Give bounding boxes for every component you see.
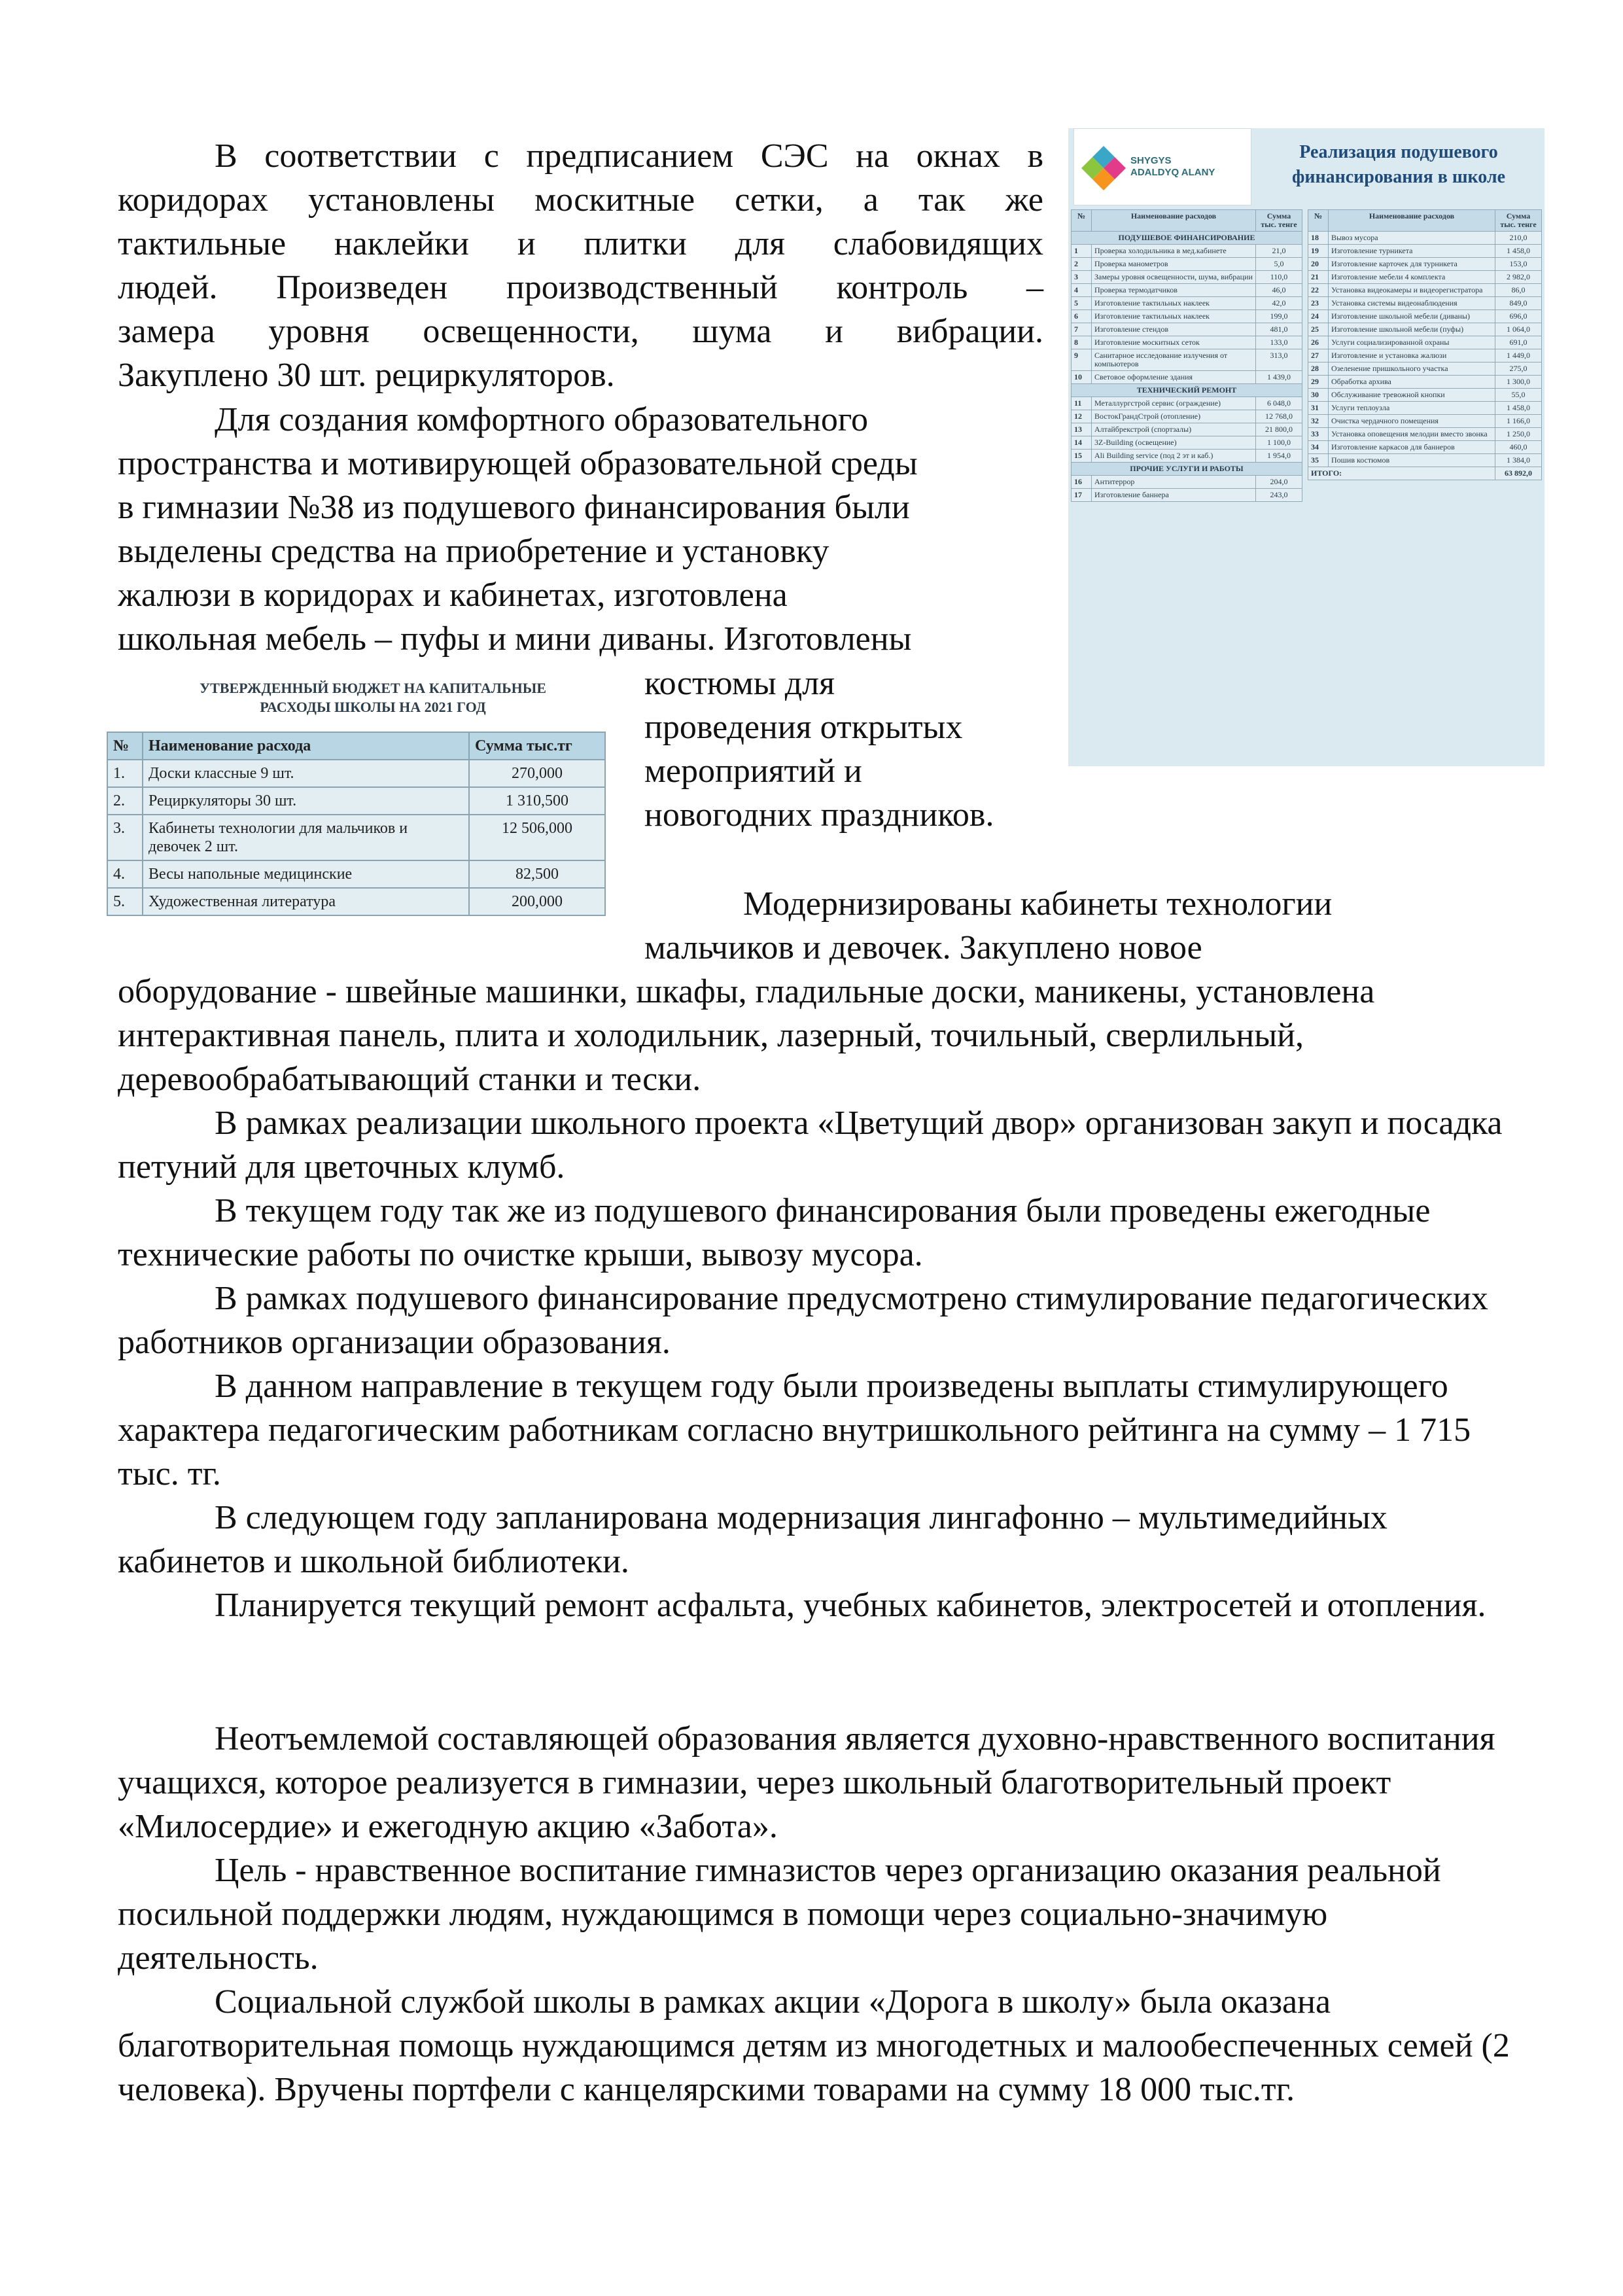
- text-line: В соответствии с предписанием СЭС на окнах в: [215, 137, 1043, 175]
- expense-name: Санитарное исследование излучения от компьютеров: [1092, 349, 1256, 371]
- expense-name: Услуги теплоузла: [1329, 402, 1495, 415]
- expense-sum: 313,0: [1256, 349, 1302, 371]
- text-line: мальчиков и девочек. Закуплено новое: [644, 929, 1202, 966]
- paragraph-costumes: [644, 662, 1063, 837]
- body-paragraphs-charity: [118, 1717, 1511, 2111]
- row-number: 7: [1072, 323, 1092, 336]
- row-number: 25: [1308, 323, 1329, 336]
- logo-text: SHYGYS ADALDYQ ALANY: [1130, 155, 1215, 178]
- row-number: 2.: [107, 787, 143, 815]
- paragraph-ses: [118, 134, 1043, 397]
- expense-sum: 1 439,0: [1256, 371, 1302, 384]
- expense-sum: 1 310,500: [469, 787, 605, 815]
- text-line: пространства и мотивирующей образовательной среды: [118, 445, 918, 482]
- row-number: 13: [1072, 423, 1092, 436]
- expense-sum: 210,0: [1495, 232, 1542, 245]
- column-header: Сумма тыс. тенге: [1495, 210, 1542, 232]
- expense-name: Изготовление баннера: [1092, 489, 1256, 502]
- expense-name: Металлургстрой сервис (ограждение): [1092, 397, 1256, 410]
- row-number: 34: [1308, 441, 1329, 454]
- row-number: 17: [1072, 489, 1092, 502]
- expense-name: Изготовление турникета: [1329, 245, 1495, 258]
- table-row: [1072, 336, 1302, 349]
- expense-sum: 86,0: [1495, 284, 1542, 297]
- total-value: 63 892,0: [1495, 467, 1542, 480]
- row-number: 19: [1308, 245, 1329, 258]
- expense-sum: 243,0: [1256, 489, 1302, 502]
- expense-sum: 270,000: [469, 760, 605, 787]
- paragraph-technology-rooms-rest: [118, 970, 1505, 1101]
- expense-name: Ali Building service (под 2 эт и каб.): [1092, 450, 1256, 463]
- paragraph-technology-rooms-line2: [644, 926, 1495, 970]
- row-number: 16: [1072, 476, 1092, 489]
- table-row: [1308, 441, 1542, 454]
- table-row: [107, 888, 605, 915]
- expense-sum: 1 449,0: [1495, 349, 1542, 362]
- row-number: 1.: [107, 760, 143, 787]
- text-line: тактильные наклейки и плитки для слабовидящих: [118, 225, 1043, 262]
- expense-sum: 691,0: [1495, 336, 1542, 349]
- expense-sum: 1 384,0: [1495, 454, 1542, 467]
- text-line: Модернизированы кабинеты технологии: [743, 885, 1333, 923]
- expense-sum: 6 048,0: [1256, 397, 1302, 410]
- table-row: [1072, 476, 1302, 489]
- table-row: [1308, 271, 1542, 284]
- text-line: новогодних праздников.: [644, 796, 994, 834]
- row-number: 4.: [107, 860, 143, 888]
- table-row: [1072, 245, 1302, 258]
- expense-sum: 153,0: [1495, 258, 1542, 271]
- table-row: [1308, 245, 1542, 258]
- expense-name: Озеленение пришкольного участка: [1329, 362, 1495, 376]
- table-row: [1308, 297, 1542, 310]
- table-row: [1308, 402, 1542, 415]
- table-row: [1308, 310, 1542, 323]
- expense-sum: 200,000: [469, 888, 605, 915]
- expense-sum: 1 458,0: [1495, 245, 1542, 258]
- paragraph: В текущем году так же из подушевого финансирования были проведены ежегодные технические работы по очистке крыши, вывозу мусора.: [118, 1192, 1431, 1273]
- expense-sum: 696,0: [1495, 310, 1542, 323]
- expense-name: Изготовление карточек для турникета: [1329, 258, 1495, 271]
- table-row: [1308, 349, 1542, 362]
- expense-name: Доски классные 9 шт.: [143, 760, 469, 787]
- expense-sum: 849,0: [1495, 297, 1542, 310]
- text-line: жалюзи в коридорах и кабинетах, изготовлена: [118, 576, 788, 614]
- table-row: [1072, 436, 1302, 450]
- column-header: Наименование расхода: [143, 732, 469, 760]
- row-number: 1: [1072, 245, 1092, 258]
- total-label: ИТОГО:: [1308, 467, 1495, 480]
- expense-sum: 204,0: [1256, 476, 1302, 489]
- text-line: костюмы для: [644, 665, 835, 702]
- capital-budget-table: [107, 732, 606, 916]
- expense-name: Установка системы видеонаблюдения: [1329, 297, 1495, 310]
- paragraph: Цель - нравственное воспитание гимназистов через организацию оказания реальной посильной поддержки людям, нуждающимся в помощи через социально-значимую деятельность.: [118, 1852, 1441, 1977]
- expense-name: 3Z-Building (освещение): [1092, 436, 1256, 450]
- row-number: 8: [1072, 336, 1092, 349]
- expense-name: Весы напольные медицинские: [143, 860, 469, 888]
- row-number: 24: [1308, 310, 1329, 323]
- expense-sum: 82,500: [469, 860, 605, 888]
- financing-table-left: [1071, 209, 1302, 502]
- expense-sum: 275,0: [1495, 362, 1542, 376]
- row-number: 4: [1072, 284, 1092, 297]
- section-header: ПРОЧИЕ УСЛУГИ И РАБОТЫ: [1072, 463, 1302, 476]
- expense-name: Изготовление москитных сеток: [1092, 336, 1256, 349]
- table-row: [1072, 349, 1302, 371]
- expense-name: Изготовление школьной мебели (пуфы): [1329, 323, 1495, 336]
- table-row: [1308, 389, 1542, 402]
- column-header: №: [107, 732, 143, 760]
- row-number: 20: [1308, 258, 1329, 271]
- column-header: Сумма тыс. тенге: [1256, 210, 1302, 232]
- per-capita-financing-infographic: [1068, 128, 1544, 766]
- text-line: замера уровня освещенности, шума и вибрации.: [118, 313, 1043, 350]
- table-row: [1072, 297, 1302, 310]
- row-number: 33: [1308, 428, 1329, 441]
- expense-name: Замеры уровня освещенности, шума, вибрации: [1092, 271, 1256, 284]
- paragraph-technology-rooms-start: [743, 882, 1528, 926]
- column-header: №: [1072, 210, 1092, 232]
- expense-sum: 1 458,0: [1495, 402, 1542, 415]
- expense-name: Пошив костюмов: [1329, 454, 1495, 467]
- column-header: №: [1308, 210, 1329, 232]
- row-number: 2: [1072, 258, 1092, 271]
- logo-mark-icon: [1081, 141, 1126, 193]
- expense-sum: 133,0: [1256, 336, 1302, 349]
- paragraph: Планируется текущий ремонт асфальта, учебных кабинетов, электросетей и отопления.: [215, 1587, 1486, 1624]
- expense-name: Обработка архива: [1329, 376, 1495, 389]
- row-number: 30: [1308, 389, 1329, 402]
- table-row: [1308, 323, 1542, 336]
- table-row: [1308, 284, 1542, 297]
- row-number: 29: [1308, 376, 1329, 389]
- text-line: в гимназии №38 из подушевого финансирования были: [118, 489, 910, 526]
- table-row: [1072, 284, 1302, 297]
- expense-name: Изготовление и установка жалюзи: [1329, 349, 1495, 362]
- expense-sum: 460,0: [1495, 441, 1542, 454]
- text-line: проведения открытых: [644, 709, 963, 746]
- table-row: [1072, 384, 1302, 397]
- row-number: 18: [1308, 232, 1329, 245]
- paragraph: В данном направление в текущем году были произведены выплаты стимулирующего характера педагогическим работникам согласно внутришкольного рейтинга на сумму – 1 715 тыс. тг.: [118, 1368, 1471, 1492]
- table-row: [1072, 450, 1302, 463]
- text-line: школьная мебель – пуфы и мини диваны. Изготовлены: [118, 620, 912, 658]
- expense-name: Установка видеокамеры и видеорегистратора: [1329, 284, 1495, 297]
- row-number: 5.: [107, 888, 143, 915]
- row-number: 12: [1072, 410, 1092, 423]
- text-line: мероприятий и: [644, 752, 862, 790]
- table-row: [107, 815, 605, 860]
- expense-name: Кабинеты технологии для мальчиков и девочек 2 шт.: [143, 815, 469, 860]
- table-row: [1308, 362, 1542, 376]
- row-number: 14: [1072, 436, 1092, 450]
- table-row: [1072, 489, 1302, 502]
- expense-name: Антитеррор: [1092, 476, 1256, 489]
- paragraph: В рамках реализации школьного проекта «Цветущий двор» организован закуп и посадка петуний для цветочных клумб.: [118, 1104, 1503, 1186]
- table-row: [1072, 410, 1302, 423]
- paragraph: В следующем году запланирована модернизация лингафонно – мультимедийных кабинетов и школьной библиотеки.: [118, 1499, 1387, 1580]
- expense-name: Проверка термодатчиков: [1092, 284, 1256, 297]
- text-line: выделены средства на приобретение и установку: [118, 533, 829, 570]
- table-row: [107, 787, 605, 815]
- expense-sum: 12 506,000: [469, 815, 605, 860]
- table-row: [1072, 232, 1302, 245]
- expense-sum: 1 100,0: [1256, 436, 1302, 450]
- infographic-title: Реализация подушевого финансирования в школе: [1291, 142, 1506, 187]
- row-number: 3.: [107, 815, 143, 860]
- row-number: 11: [1072, 397, 1092, 410]
- table-row: [1072, 371, 1302, 384]
- table-row: [1308, 258, 1542, 271]
- section-header: ТЕХНИЧЕСКИЙ РЕМОНТ: [1072, 384, 1302, 397]
- row-number: 15: [1072, 450, 1092, 463]
- table-row: [107, 860, 605, 888]
- text-line: коридорах установлены москитные сетки, а так же: [118, 181, 1043, 219]
- expense-sum: 2 982,0: [1495, 271, 1542, 284]
- expense-name: Обслуживание тревожной кнопки: [1329, 389, 1495, 402]
- expense-name: Рециркуляторы 30 шт.: [143, 787, 469, 815]
- text-line: Для создания комфортного образовательного: [215, 401, 868, 438]
- expense-sum: 21,0: [1256, 245, 1302, 258]
- body-paragraphs: [118, 1101, 1511, 1627]
- table-row: [1072, 310, 1302, 323]
- expense-name: Изготовление школьной мебели (диваны): [1329, 310, 1495, 323]
- expense-name: Изготовление тактильных наклеек: [1092, 297, 1256, 310]
- expense-sum: 1 954,0: [1256, 450, 1302, 463]
- paragraph: В рамках подушевого финансирование предусмотрено стимулирование педагогических работников организации образования.: [118, 1280, 1488, 1361]
- text-line: Закуплено 30 шт. рециркуляторов.: [118, 357, 615, 394]
- row-number: 31: [1308, 402, 1329, 415]
- row-number: 35: [1308, 454, 1329, 467]
- budget-title: УТВЕРЖДЕННЫЙ БЮДЖЕТ НА КАПИТАЛЬНЫЕ РАСХОДЫ ШКОЛЫ НА 2021 ГОД: [199, 680, 547, 715]
- row-number: 3: [1072, 271, 1092, 284]
- row-number: 23: [1308, 297, 1329, 310]
- expense-name: Очистка чердачного помещения: [1329, 415, 1495, 428]
- expense-name: Алтайбрекстрой (спортзалы): [1092, 423, 1256, 436]
- expense-name: Световое оформление здания: [1092, 371, 1256, 384]
- expense-sum: 1 250,0: [1495, 428, 1542, 441]
- row-number: 21: [1308, 271, 1329, 284]
- expense-sum: 1 064,0: [1495, 323, 1542, 336]
- expense-sum: 1 300,0: [1495, 376, 1542, 389]
- expense-sum: 55,0: [1495, 389, 1542, 402]
- column-header: Наименование расходов: [1092, 210, 1256, 232]
- expense-name: Художественная литература: [143, 888, 469, 915]
- table-row: [1308, 415, 1542, 428]
- text-line: людей. Произведен производственный контроль –: [118, 269, 1043, 306]
- row-number: 26: [1308, 336, 1329, 349]
- expense-name: Изготовление каркасов для баннеров: [1329, 441, 1495, 454]
- financing-table-right: [1308, 209, 1542, 480]
- table-row: [1072, 323, 1302, 336]
- row-number: 27: [1308, 349, 1329, 362]
- expense-name: Проверка манометров: [1092, 258, 1256, 271]
- paragraph: Социальной службой школы в рамках акции «Дорога в школу» была оказана благотворительная помощь нуждающимся детям из многодетных и малообеспеченных семей (2 человека). Вручены портфели с канцелярскими товарами на сумму 18 000 тыс.тг.: [118, 1983, 1510, 2108]
- section-header: ПОДУШЕВОЕ ФИНАНСИРОВАНИЕ: [1072, 232, 1302, 245]
- paragraph-comfort-space: [118, 398, 1060, 661]
- table-row: [107, 760, 605, 787]
- row-number: 9: [1072, 349, 1092, 371]
- row-number: 6: [1072, 310, 1092, 323]
- expense-name: Изготовление мебели 4 комплекта: [1329, 271, 1495, 284]
- row-number: 22: [1308, 284, 1329, 297]
- table-row: [1308, 336, 1542, 349]
- table-row: [1308, 376, 1542, 389]
- expense-sum: 5,0: [1256, 258, 1302, 271]
- expense-name: Установка оповещения мелодии вместо звонка: [1329, 428, 1495, 441]
- column-header: Сумма тыс.тг: [469, 732, 605, 760]
- expense-name: Услуги социализированной охраны: [1329, 336, 1495, 349]
- row-number: 10: [1072, 371, 1092, 384]
- expense-sum: 12 768,0: [1256, 410, 1302, 423]
- table-row: [1072, 463, 1302, 476]
- paragraph: Неотъемлемой составляющей образования является духовно-нравственного воспитания учащихся, которое реализуется в гимназии, через школьный благотворительный проект «Милосердие» и ежегодную акцию «Забота».: [118, 1720, 1495, 1845]
- expense-sum: 21 800,0: [1256, 423, 1302, 436]
- row-number: 5: [1072, 297, 1092, 310]
- expense-sum: 46,0: [1256, 284, 1302, 297]
- table-row: [1072, 397, 1302, 410]
- table-row: [1308, 467, 1542, 480]
- text-block: оборудование - швейные машинки, шкафы, гладильные доски, маникены, установлена интерактивная панель, плита и холодильник, лазерный, точильный, сверлильный, деревообрабатывающий станки и тески.: [118, 973, 1375, 1098]
- expense-sum: 110,0: [1256, 271, 1302, 284]
- table-row: [1072, 423, 1302, 436]
- table-row: [1072, 258, 1302, 271]
- expense-name: ВостокГрандСтрой (отопление): [1092, 410, 1256, 423]
- expense-sum: 1 166,0: [1495, 415, 1542, 428]
- table-row: [1308, 232, 1542, 245]
- expense-name: Изготовление тактильных наклеек: [1092, 310, 1256, 323]
- column-header: Наименование расходов: [1329, 210, 1495, 232]
- row-number: 32: [1308, 415, 1329, 428]
- table-row: [1308, 428, 1542, 441]
- expense-name: Проверка холодильника в мед.кабинете: [1092, 245, 1256, 258]
- expense-sum: 481,0: [1256, 323, 1302, 336]
- table-row: [1072, 271, 1302, 284]
- table-row: [1308, 454, 1542, 467]
- row-number: 28: [1308, 362, 1329, 376]
- shygys-logo: [1073, 128, 1251, 205]
- expense-sum: 42,0: [1256, 297, 1302, 310]
- expense-name: Вывоз мусора: [1329, 232, 1495, 245]
- expense-sum: 199,0: [1256, 310, 1302, 323]
- expense-name: Изготовление стендов: [1092, 323, 1256, 336]
